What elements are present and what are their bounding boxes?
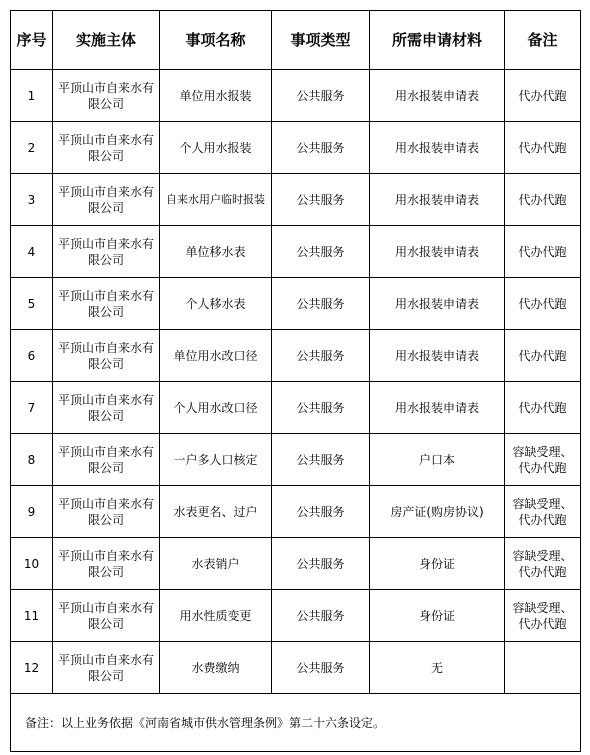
cell-type: 公共服务	[272, 330, 370, 382]
cell-material: 无	[370, 642, 505, 694]
cell-no: 9	[11, 486, 53, 538]
cell-type: 公共服务	[272, 486, 370, 538]
services-table	[10, 10, 581, 752]
table-row	[11, 382, 581, 434]
cell-type: 公共服务	[272, 434, 370, 486]
cell-no: 6	[11, 330, 53, 382]
cell-material: 用水报装申请表	[370, 70, 505, 122]
cell-material: 用水报装申请表	[370, 174, 505, 226]
cell-type: 公共服务	[272, 538, 370, 590]
cell-type: 公共服务	[272, 226, 370, 278]
cell-material: 用水报装申请表	[370, 278, 505, 330]
cell-remark: 代办代跑	[505, 278, 581, 330]
document-page	[10, 10, 580, 752]
cell-material: 用水报装申请表	[370, 330, 505, 382]
cell-remark: 代办代跑	[505, 174, 581, 226]
cell-no: 12	[11, 642, 53, 694]
cell-no: 3	[11, 174, 53, 226]
table-row	[11, 538, 581, 590]
cell-no: 4	[11, 226, 53, 278]
cell-item: 自来水用户临时报装	[160, 174, 272, 226]
cell-type: 公共服务	[272, 122, 370, 174]
cell-no: 7	[11, 382, 53, 434]
header-no: 序号	[11, 11, 53, 70]
cell-org: 平顶山市自来水有限公司	[53, 174, 160, 226]
cell-org: 平顶山市自来水有限公司	[53, 642, 160, 694]
table-row	[11, 226, 581, 278]
cell-item: 个人用水改口径	[160, 382, 272, 434]
cell-no: 8	[11, 434, 53, 486]
table-row	[11, 278, 581, 330]
table-row	[11, 486, 581, 538]
cell-no: 2	[11, 122, 53, 174]
cell-item: 个人移水表	[160, 278, 272, 330]
cell-no: 1	[11, 70, 53, 122]
cell-type: 公共服务	[272, 174, 370, 226]
cell-remark: 代办代跑	[505, 70, 581, 122]
header-org: 实施主体	[53, 11, 160, 70]
header-item: 事项名称	[160, 11, 272, 70]
table-row	[11, 174, 581, 226]
cell-material: 身份证	[370, 538, 505, 590]
cell-item: 用水性质变更	[160, 590, 272, 642]
cell-org: 平顶山市自来水有限公司	[53, 382, 160, 434]
cell-material: 身份证	[370, 590, 505, 642]
cell-item: 单位用水改口径	[160, 330, 272, 382]
cell-remark: 代办代跑	[505, 382, 581, 434]
footnote: 备注：以上业务依据《河南省城市供水管理条例》第二十六条设定。	[11, 694, 581, 752]
cell-remark: 代办代跑	[505, 122, 581, 174]
cell-remark: 代办代跑	[505, 226, 581, 278]
table-row	[11, 434, 581, 486]
cell-remark: 容缺受理、代办代跑	[505, 590, 581, 642]
cell-type: 公共服务	[272, 278, 370, 330]
cell-type: 公共服务	[272, 590, 370, 642]
cell-remark: 容缺受理、代办代跑	[505, 486, 581, 538]
cell-material: 用水报装申请表	[370, 382, 505, 434]
header-row	[11, 11, 581, 70]
cell-org: 平顶山市自来水有限公司	[53, 590, 160, 642]
header-type: 事项类型	[272, 11, 370, 70]
cell-material: 房产证(购房协议)	[370, 486, 505, 538]
cell-remark	[505, 642, 581, 694]
cell-org: 平顶山市自来水有限公司	[53, 278, 160, 330]
cell-item: 水表更名、过户	[160, 486, 272, 538]
cell-material: 用水报装申请表	[370, 226, 505, 278]
cell-type: 公共服务	[272, 70, 370, 122]
cell-no: 10	[11, 538, 53, 590]
cell-org: 平顶山市自来水有限公司	[53, 434, 160, 486]
cell-org: 平顶山市自来水有限公司	[53, 538, 160, 590]
cell-item: 水表销户	[160, 538, 272, 590]
cell-org: 平顶山市自来水有限公司	[53, 70, 160, 122]
cell-item: 水费缴纳	[160, 642, 272, 694]
cell-org: 平顶山市自来水有限公司	[53, 330, 160, 382]
cell-material: 户口本	[370, 434, 505, 486]
cell-item: 一户多人口核定	[160, 434, 272, 486]
table-row	[11, 70, 581, 122]
cell-type: 公共服务	[272, 382, 370, 434]
cell-no: 11	[11, 590, 53, 642]
cell-org: 平顶山市自来水有限公司	[53, 486, 160, 538]
cell-remark: 代办代跑	[505, 330, 581, 382]
cell-no: 5	[11, 278, 53, 330]
table-row	[11, 122, 581, 174]
header-remark: 备注	[505, 11, 581, 70]
header-material: 所需申请材料	[370, 11, 505, 70]
cell-item: 个人用水报装	[160, 122, 272, 174]
cell-item: 单位用水报装	[160, 70, 272, 122]
cell-remark: 容缺受理、代办代跑	[505, 538, 581, 590]
cell-remark: 容缺受理、代办代跑	[505, 434, 581, 486]
cell-type: 公共服务	[272, 642, 370, 694]
cell-org: 平顶山市自来水有限公司	[53, 122, 160, 174]
footnote-row	[11, 694, 581, 752]
table-row	[11, 590, 581, 642]
cell-material: 用水报装申请表	[370, 122, 505, 174]
cell-org: 平顶山市自来水有限公司	[53, 226, 160, 278]
cell-item: 单位移水表	[160, 226, 272, 278]
table-row	[11, 330, 581, 382]
table-row	[11, 642, 581, 694]
